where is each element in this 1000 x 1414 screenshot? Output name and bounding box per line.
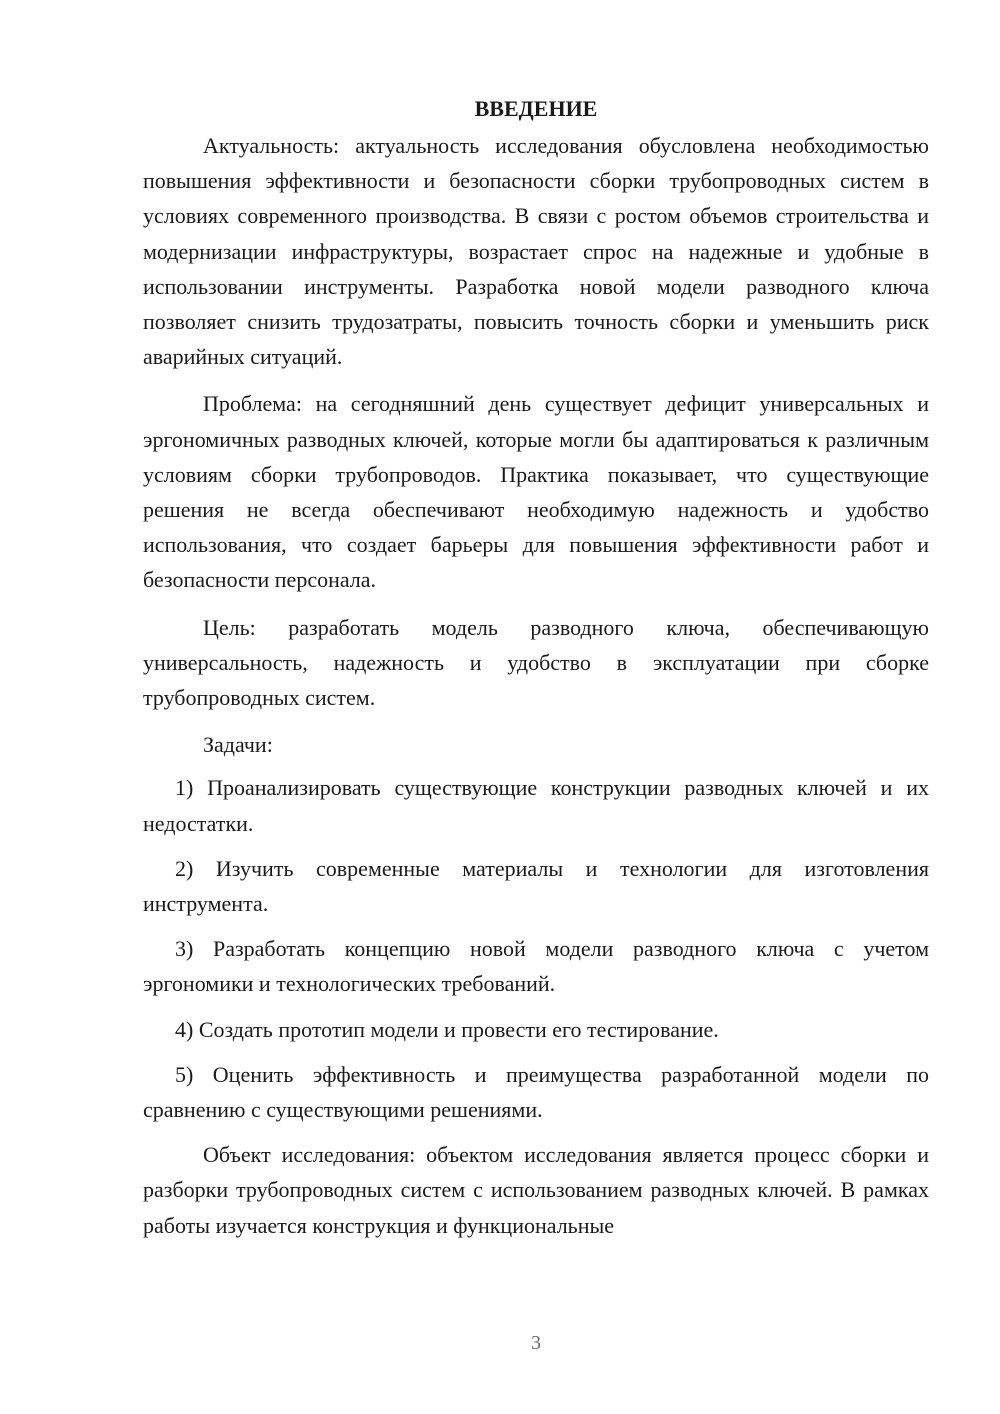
task-item: 3) Разработать концепцию новой модели разводного ключа с учетом эргономики и технологических требований. <box>143 936 929 997</box>
tasks-heading: Задачи: <box>203 732 273 758</box>
task-item: 1) Проанализировать существующие конструкции разводных ключей и их недостатки. <box>143 775 929 836</box>
paragraph-goal: Цель: разработать модель разводного ключа, обеспечивающую универсальность, надежность и удобство в эксплуатации при сборке трубопроводных систем. <box>143 614 929 711</box>
section-title: ВВЕДЕНИЕ <box>474 96 598 121</box>
page-number: 3 <box>531 1332 541 1354</box>
paragraph-object: Объект исследования: объектом исследования является процесс сборки и разборки трубопроводных систем с использованием разводных ключей. В рамках работы изучается конструкция и функциональные <box>143 1142 929 1238</box>
paragraph-problem: Проблема: на сегодняшний день существует дефицит универсальных и эргономичных разводных ключей, которые могли бы адаптироваться к различным условиям сборки трубопроводов. Практика показывает, что существующие решения не всегда обеспечивают необходимую надежность и удобство использования, что создает барьеры для повышения эффективности работ и безопасности персонала. <box>143 391 929 593</box>
task-item: 5) Оценить эффективность и преимущества разработанной модели по сравнению с существующими решениями. <box>143 1061 929 1123</box>
document-page <box>143 92 929 1255</box>
task-item: 4) Создать прототип модели и провести его тестирование. <box>175 1016 719 1042</box>
tasks-list <box>143 770 929 1127</box>
paragraph-relevance: Актуальность: актуальность исследования обусловлена необходимостью повышения эффективности и безопасности сборки трубопроводных систем в условиях современного производства. В связи с ростом объемов строительства и модернизации инфраструктуры, возрастает спрос на надежные и удобные в использовании инструменты. Разработка новой модели разводного ключа позволяет снизить трудозатраты, повысить точность сборки и уменьшить риск аварийных ситуаций. <box>143 133 929 370</box>
task-item: 2) Изучить современные материалы и технологии для изготовления инструмента. <box>143 855 929 917</box>
